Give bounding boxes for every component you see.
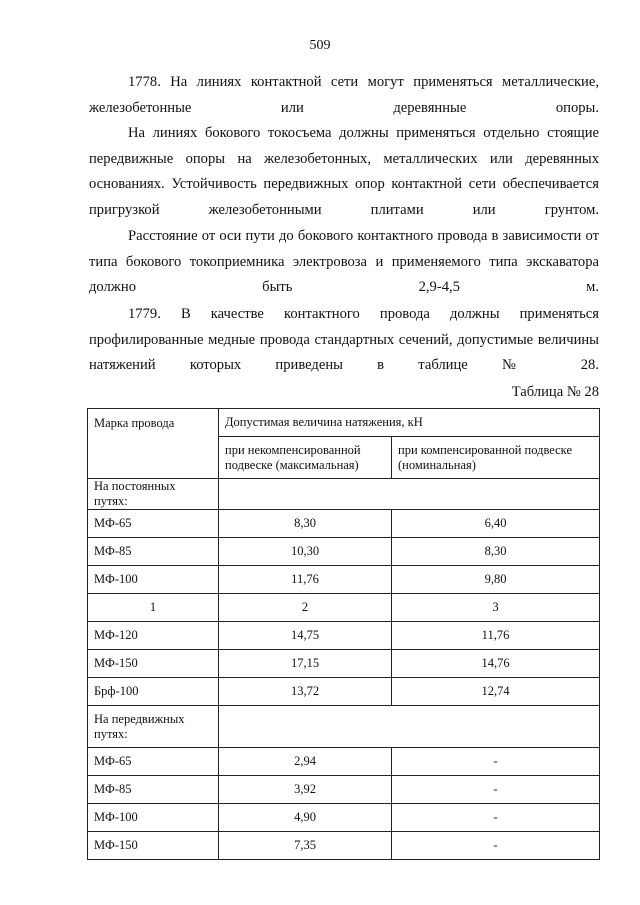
paragraph-side-current-collection: На линиях бокового токосъема должны применяться отдельно стоящие передвижные опоры на железобетонных, металлических или деревянных основаниях. Устойчивость передвижных опор контактной сети обеспечивается пригрузкой железобетонными плитами или грунтом. bbox=[89, 125, 599, 218]
paragraph-1779: 1779. В качестве контактного провода должны применяться профилированные медные провода стандартных сечений, допустимые величины натяжений которых приведены в таблице № 28. bbox=[89, 306, 599, 373]
table-row bbox=[88, 832, 600, 860]
wire-brand-cell: МФ-65 bbox=[88, 510, 219, 538]
section-blank-cell bbox=[219, 479, 600, 510]
column-number-1: 1 bbox=[88, 594, 219, 622]
section-blank-cell bbox=[219, 706, 600, 748]
section-row bbox=[88, 479, 600, 510]
header-wire-brand: Марка провода bbox=[88, 409, 219, 479]
compensated-value-cell: - bbox=[392, 776, 600, 804]
table-caption: Таблица № 28 bbox=[511, 384, 599, 400]
compensated-value-cell: 14,76 bbox=[392, 650, 600, 678]
uncompensated-value-cell: 8,30 bbox=[219, 510, 392, 538]
table-row bbox=[88, 566, 600, 594]
column-number-row bbox=[88, 594, 600, 622]
wire-brand-cell: МФ-150 bbox=[88, 832, 219, 860]
tension-table bbox=[87, 408, 600, 860]
header-uncompensated: при некомпенсированной подвеске (максимальная) bbox=[219, 437, 392, 479]
wire-brand-cell: МФ-85 bbox=[88, 776, 219, 804]
compensated-value-cell: 6,40 bbox=[392, 510, 600, 538]
column-number-3: 3 bbox=[392, 594, 600, 622]
wire-brand-cell: МФ-120 bbox=[88, 622, 219, 650]
section-row bbox=[88, 706, 600, 748]
uncompensated-value-cell: 2,94 bbox=[219, 748, 392, 776]
page-number: 509 bbox=[309, 38, 331, 53]
uncompensated-value-cell: 4,90 bbox=[219, 804, 392, 832]
compensated-value-cell: 11,76 bbox=[392, 622, 600, 650]
wire-brand-cell: МФ-150 bbox=[88, 650, 219, 678]
compensated-value-cell: 9,80 bbox=[392, 566, 600, 594]
compensated-value-cell: - bbox=[392, 748, 600, 776]
uncompensated-value-cell: 7,35 bbox=[219, 832, 392, 860]
wire-brand-cell: Брф-100 bbox=[88, 678, 219, 706]
header-tension-group: Допустимая величина натяжения, кН bbox=[219, 409, 600, 437]
wire-brand-cell: МФ-100 bbox=[88, 804, 219, 832]
section-movable: На передвижных путях: bbox=[88, 706, 219, 748]
paragraph-distance: Расстояние от оси пути до бокового контактного провода в зависимости от типа бокового токоприемника электровоза и применяемого типа экскаватора должно быть 2,9-4,5 м. bbox=[89, 228, 599, 295]
section-permanent: На постоянных путях: bbox=[88, 479, 219, 510]
table-row bbox=[88, 650, 600, 678]
uncompensated-value-cell: 11,76 bbox=[219, 566, 392, 594]
compensated-value-cell: - bbox=[392, 804, 600, 832]
wire-brand-cell: МФ-100 bbox=[88, 566, 219, 594]
table-row bbox=[88, 804, 600, 832]
column-number-2: 2 bbox=[219, 594, 392, 622]
uncompensated-value-cell: 14,75 bbox=[219, 622, 392, 650]
uncompensated-value-cell: 3,92 bbox=[219, 776, 392, 804]
table-row bbox=[88, 538, 600, 566]
table-row bbox=[88, 510, 600, 538]
paragraph-1778: 1778. На линиях контактной сети могут применяться металлические, железобетонные или деревянные опоры. bbox=[89, 74, 599, 116]
compensated-value-cell: 12,74 bbox=[392, 678, 600, 706]
wire-brand-cell: МФ-65 bbox=[88, 748, 219, 776]
table-row bbox=[88, 776, 600, 804]
uncompensated-value-cell: 13,72 bbox=[219, 678, 392, 706]
uncompensated-value-cell: 10,30 bbox=[219, 538, 392, 566]
compensated-value-cell: 8,30 bbox=[392, 538, 600, 566]
compensated-value-cell: - bbox=[392, 832, 600, 860]
table-row bbox=[88, 748, 600, 776]
table-header-row bbox=[88, 409, 600, 437]
table-row bbox=[88, 622, 600, 650]
header-compensated: при компенсированной подвеске (номинальная) bbox=[392, 437, 600, 479]
wire-brand-cell: МФ-85 bbox=[88, 538, 219, 566]
table-row bbox=[88, 678, 600, 706]
uncompensated-value-cell: 17,15 bbox=[219, 650, 392, 678]
